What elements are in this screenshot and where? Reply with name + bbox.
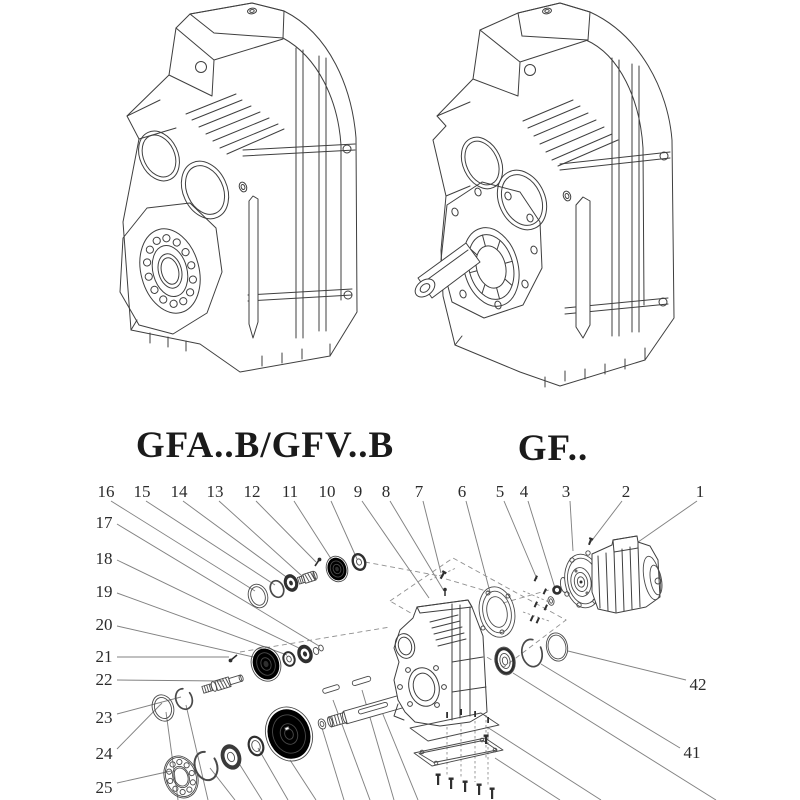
callout-number-24: 24 <box>95 744 113 763</box>
seal-cup-large <box>149 692 178 725</box>
callout-number-10: 10 <box>318 482 336 501</box>
model-label-gfab: GFA..B/GFV..B <box>135 425 395 466</box>
output-bearing-set <box>492 631 570 677</box>
callout-number-20: 20 <box>95 615 113 634</box>
input-pinion-assembly <box>245 552 367 610</box>
mount-bolts <box>530 575 548 623</box>
oil-pan <box>414 738 503 766</box>
leader-line-25 <box>117 771 171 783</box>
electric-motor <box>559 536 664 613</box>
model-label-gf: GF.. <box>517 428 589 469</box>
callout-number-41: 41 <box>683 743 701 762</box>
callout-number-11: 11 <box>281 482 299 501</box>
callout-number-21: 21 <box>95 647 113 666</box>
leader-line-18 <box>117 560 303 650</box>
shaft-key-2 <box>352 676 372 686</box>
leader-line-2 <box>590 501 622 543</box>
set-screw <box>229 655 237 662</box>
leader-line-11 <box>294 501 335 565</box>
round-nut <box>552 585 562 595</box>
housing-vent-pin <box>443 588 447 596</box>
leader-line-12 <box>256 501 316 562</box>
callout-number-1: 1 <box>695 482 705 501</box>
output-gear <box>258 700 320 767</box>
callout-number-4: 4 <box>519 482 529 501</box>
small-washer <box>547 596 555 606</box>
leader-line-7 <box>423 501 441 573</box>
washer <box>281 651 296 668</box>
gfab-clamp-bar <box>249 196 258 338</box>
callout-number-42: 42 <box>689 675 707 694</box>
snap-ring <box>173 686 195 711</box>
leader-line-42 <box>568 651 686 680</box>
gf-silhouette <box>433 3 674 386</box>
leader-line-10 <box>331 501 357 559</box>
gfab-silhouette <box>123 3 357 372</box>
callout-number-9: 9 <box>353 482 363 501</box>
drawing-gf <box>412 3 674 387</box>
pinion-shaft-small <box>297 570 318 585</box>
callout-number-5: 5 <box>495 482 505 501</box>
oil-seal <box>217 741 245 772</box>
exploded-view <box>96 482 717 800</box>
leader-line-41 <box>541 664 680 748</box>
lock-washer-small <box>351 552 368 571</box>
vent-screw <box>587 537 593 545</box>
roller-bearing <box>492 645 517 677</box>
drawing-gfab <box>120 3 357 372</box>
callout-number-8: 8 <box>381 482 391 501</box>
gearbox-housing <box>393 588 487 726</box>
callout-number-3: 3 <box>561 482 571 501</box>
input-shaft <box>201 673 244 695</box>
callout-number-15: 15 <box>133 482 151 501</box>
gf-clamp-bar <box>576 197 590 338</box>
leader-line-3 <box>570 501 573 551</box>
shaft-key-1 <box>322 684 340 694</box>
callout-number-25: 25 <box>95 778 113 797</box>
callout-number-2: 2 <box>621 482 631 501</box>
bearing <box>295 643 316 666</box>
intermediate-gear <box>246 643 285 686</box>
leader-line-20 <box>117 626 262 659</box>
callout-number-7: 7 <box>414 482 424 501</box>
leader-line-22 <box>117 680 223 681</box>
callout-number-16: 16 <box>97 482 115 501</box>
ball-bearing <box>158 751 204 800</box>
leader-line-15 <box>146 501 275 585</box>
leader-line-13 <box>219 501 302 576</box>
callout-number-23: 23 <box>95 708 113 727</box>
callout-number-13: 13 <box>206 482 224 501</box>
callout-number-17: 17 <box>95 513 113 532</box>
leader-line-14 <box>183 501 289 579</box>
leader-line-6 <box>466 501 490 592</box>
callout-number-14: 14 <box>170 482 188 501</box>
callout-number-19: 19 <box>95 582 113 601</box>
leader-line-4 <box>528 501 555 588</box>
callout-number-12: 12 <box>243 482 261 501</box>
callout-number-6: 6 <box>457 482 467 501</box>
breather-bolt <box>439 570 447 580</box>
pinion-gear-small <box>323 553 352 585</box>
intermediate-gear-assembly <box>149 643 325 725</box>
washer-large <box>246 735 266 758</box>
snap-ring-large <box>191 749 222 784</box>
callout-number-18: 18 <box>95 549 113 568</box>
seal-cup <box>245 581 271 610</box>
shim-ring <box>544 631 570 663</box>
callout-number-22: 22 <box>95 670 113 689</box>
